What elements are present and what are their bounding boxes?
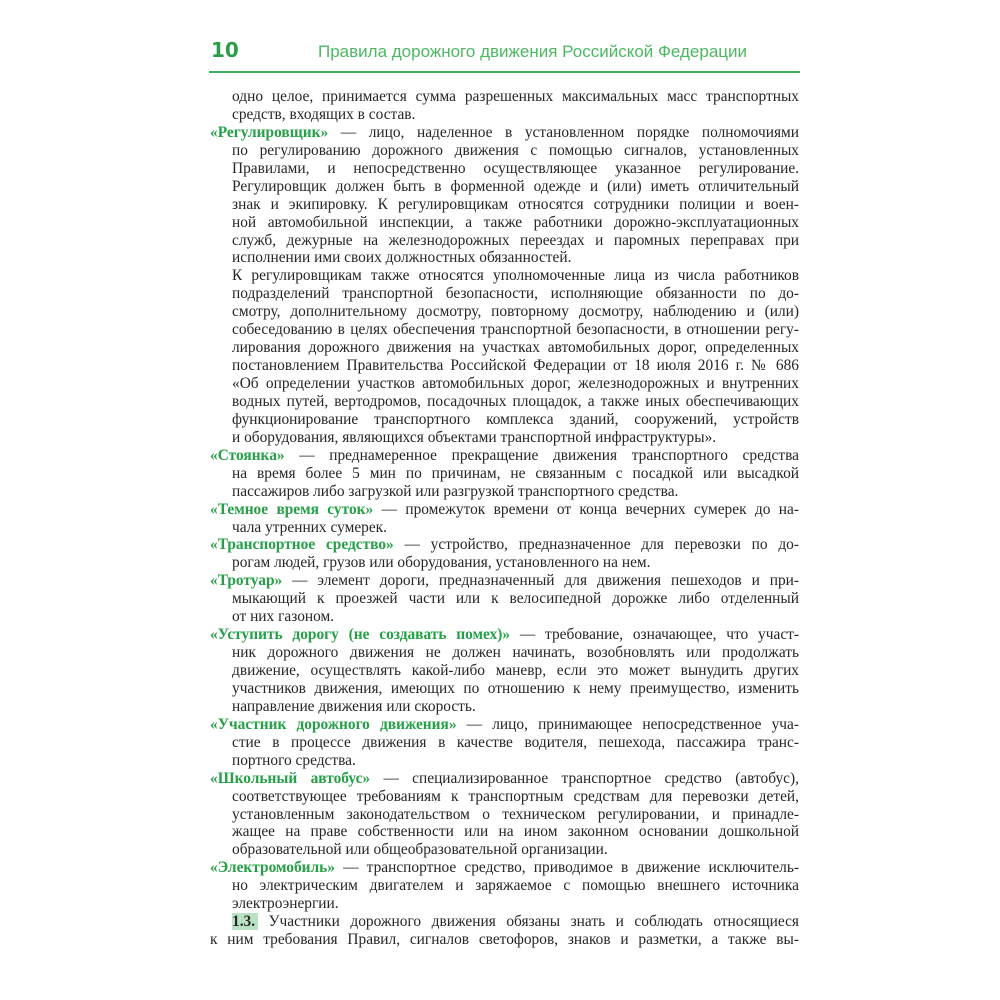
text-line [232,483,799,501]
line-text: средств, входящих в состав. [232,105,416,123]
text-line [232,160,799,178]
line-text: электроэнергии. [232,895,339,913]
line-text: служб, дежурные на железнодорожных переездах и паромных переправах при [232,231,799,249]
line-text: ник дорожного движения не должен начинать, возобновлять или продолжать [232,644,799,662]
line-text: на время более 5 мин по причинам, не связанным с посадкой или высадкой [232,464,799,482]
text-line [232,698,799,716]
line-text: по регулированию дорожного движения с помощью сигналов, установленных [232,141,799,159]
definition-line [210,572,799,590]
line-text: лирования дорожного движения на участках автомобильных дорог, определенных [232,339,799,357]
definition-line [210,626,799,644]
text-line [232,752,799,770]
text-line [232,196,799,214]
line-text: от них газоном. [232,608,335,626]
line-text: Правилами, и непосредственно осуществляющее указанное регулирование. [232,159,799,177]
line-text: подразделений транспортной безопасности, исполняющие обязанности по до- [232,285,799,303]
line-text: мыкающий к проезжей части или к велосипедной дорожке либо отделенный [232,590,799,608]
text-line [232,519,799,537]
defined-term: «Регулировщик» [210,123,329,141]
line-text: — преднамеренное прекращение движения транспортного средства [284,446,799,464]
text-line [232,877,799,895]
defined-term: «Участник дорожного движения» [210,715,457,733]
line-text: функционирование транспортного комплекса зданий, сооружений, устройств [232,410,799,428]
defined-term: «Школьный автобус» [210,769,371,787]
defined-term: «Уступить дорогу (не создавать помех)» [210,626,511,644]
line-text: жащее на праве собственности или на ином законном основании дошкольной [232,823,799,841]
text-line [232,411,799,429]
body-text [210,88,799,949]
text-line [232,554,799,572]
line-text: — элемент дороги, предназначенный для движения пешеходов и при- [282,572,799,590]
header-rule [209,71,800,73]
line-text: исполнении ими своих должностных обязанностей. [232,249,572,267]
text-line [232,357,799,375]
page-number: 10 [211,38,239,62]
defined-term: «Стоянка» [210,446,285,464]
text-line [210,931,799,949]
line-text: смотру, дополнительному досмотру, повторному досмотру, наблюдению и (или) [232,303,799,321]
line-text: собеседованию в целях обеспечения транспортной безопасности, в отношении регу- [232,321,799,339]
text-line [232,178,799,196]
text-line [232,841,799,859]
line-text: — транспортное средство, приводимое в движение исключитель- [334,859,799,877]
text-line [232,106,799,124]
line-text: стие в процессе движения в качестве водителя, пешехода, пассажира транс- [232,733,799,751]
text-line [232,895,799,913]
text-line [232,590,799,608]
line-text: — устройство, предназначенное для перевозки по до- [393,536,799,554]
definition-line [210,124,799,142]
text-line [232,232,799,250]
line-text: но электрическим двигателем и заряжаемое с помощью внешнего источника [232,877,799,895]
line-text: рогам людей, грузов или оборудования, установленного на нем. [232,554,651,572]
line-text: — лицо, наделенное в установленном порядке полномочиями [328,123,799,141]
defined-term: «Транспортное средство» [210,536,394,554]
defined-term: «Тротуар» [210,572,283,590]
line-text: и оборудования, являющихся объектами транспортной инфраструктуры». [232,428,717,446]
text-line [232,142,799,160]
definition-line [210,770,799,788]
line-text: — промежуток времени от конца вечерних сумерек до на- [373,500,799,518]
text-line [232,429,799,447]
definition-line [210,716,799,734]
clause-line [232,913,799,931]
text-line [232,267,799,285]
line-text: постановлением Правительства Российской Федерации от 18 июля 2016 г. № 686 [232,357,799,375]
definition-line [210,447,799,465]
line-text: установленным законодательством о техническом регулировании, и принадле- [232,805,799,823]
defined-term: «Темное время суток» [210,500,374,518]
clause-number: 1.3. [232,913,258,930]
text-line [232,662,799,680]
text-line [232,88,799,106]
line-text: «Об определении участков автомобильных дорог, железнодорожных и внутренних [232,375,799,392]
text-line [232,285,799,303]
definition-line [210,501,799,519]
text-line [232,303,799,321]
text-line [232,465,799,483]
line-text: водных путей, вертодромов, посадочных площадок, а также иных обеспечивающих [232,392,799,410]
line-text: пассажиров либо загрузкой или разгрузкой транспортного средства. [232,482,679,500]
text-line [232,339,799,357]
line-text: участников движения, имеющих по отношению к нему преимущество, изменить [232,679,799,697]
line-text: чала утренних сумерек. [232,518,387,536]
definition-line [210,859,799,877]
text-line [232,321,799,339]
line-text: Участники дорожного движения обязаны знать и соблюдать относящиеся [258,913,799,931]
text-line [232,375,799,393]
line-text: ной автомобильной инспекции, а также работники дорожно-эксплуатационных [232,213,799,231]
text-line [232,806,799,824]
text-line [232,393,799,411]
text-line [232,788,799,806]
text-line [232,608,799,626]
defined-term: «Электромобиль» [210,859,335,877]
line-text: одно целое, принимается сумма разрешенных максимальных масс транспортных [232,88,799,105]
text-line [232,823,799,841]
line-text: направление движения или скорость. [232,697,476,715]
definition-line [210,536,799,554]
text-line [232,214,799,232]
text-line [232,249,799,267]
running-title: Правила дорожного движения Российской Федерации [318,42,748,61]
text-line [232,644,799,662]
line-text: знак и экипировку. К регулировщикам относятся сотрудники полиции и воен- [232,195,799,213]
line-text: к ним требования Правил, сигналов светофоров, знаков и разметки, а также вы- [210,931,799,949]
line-text: К регулировщикам также относятся уполномоченные лица из числа работников [232,267,799,285]
line-text: — специализированное транспортное средство (автобус), [370,769,799,787]
line-text: образовательной или общеобразовательной организации. [232,841,608,859]
text-line [232,680,799,698]
line-text: — лицо, принимающее непосредственное уча- [456,715,799,733]
text-line [232,734,799,752]
line-text: движение, осуществлять какой-либо маневр, если это может вынудить других [232,662,799,679]
line-text: соответствующее требованиям к транспортным средствам для перевозки детей, [232,787,799,805]
line-text: портного средства. [232,751,356,769]
line-text: — требование, означающее, что участ- [510,626,799,644]
line-text: Регулировщик должен быть в форменной одежде и (или) иметь отличительный [232,177,799,195]
